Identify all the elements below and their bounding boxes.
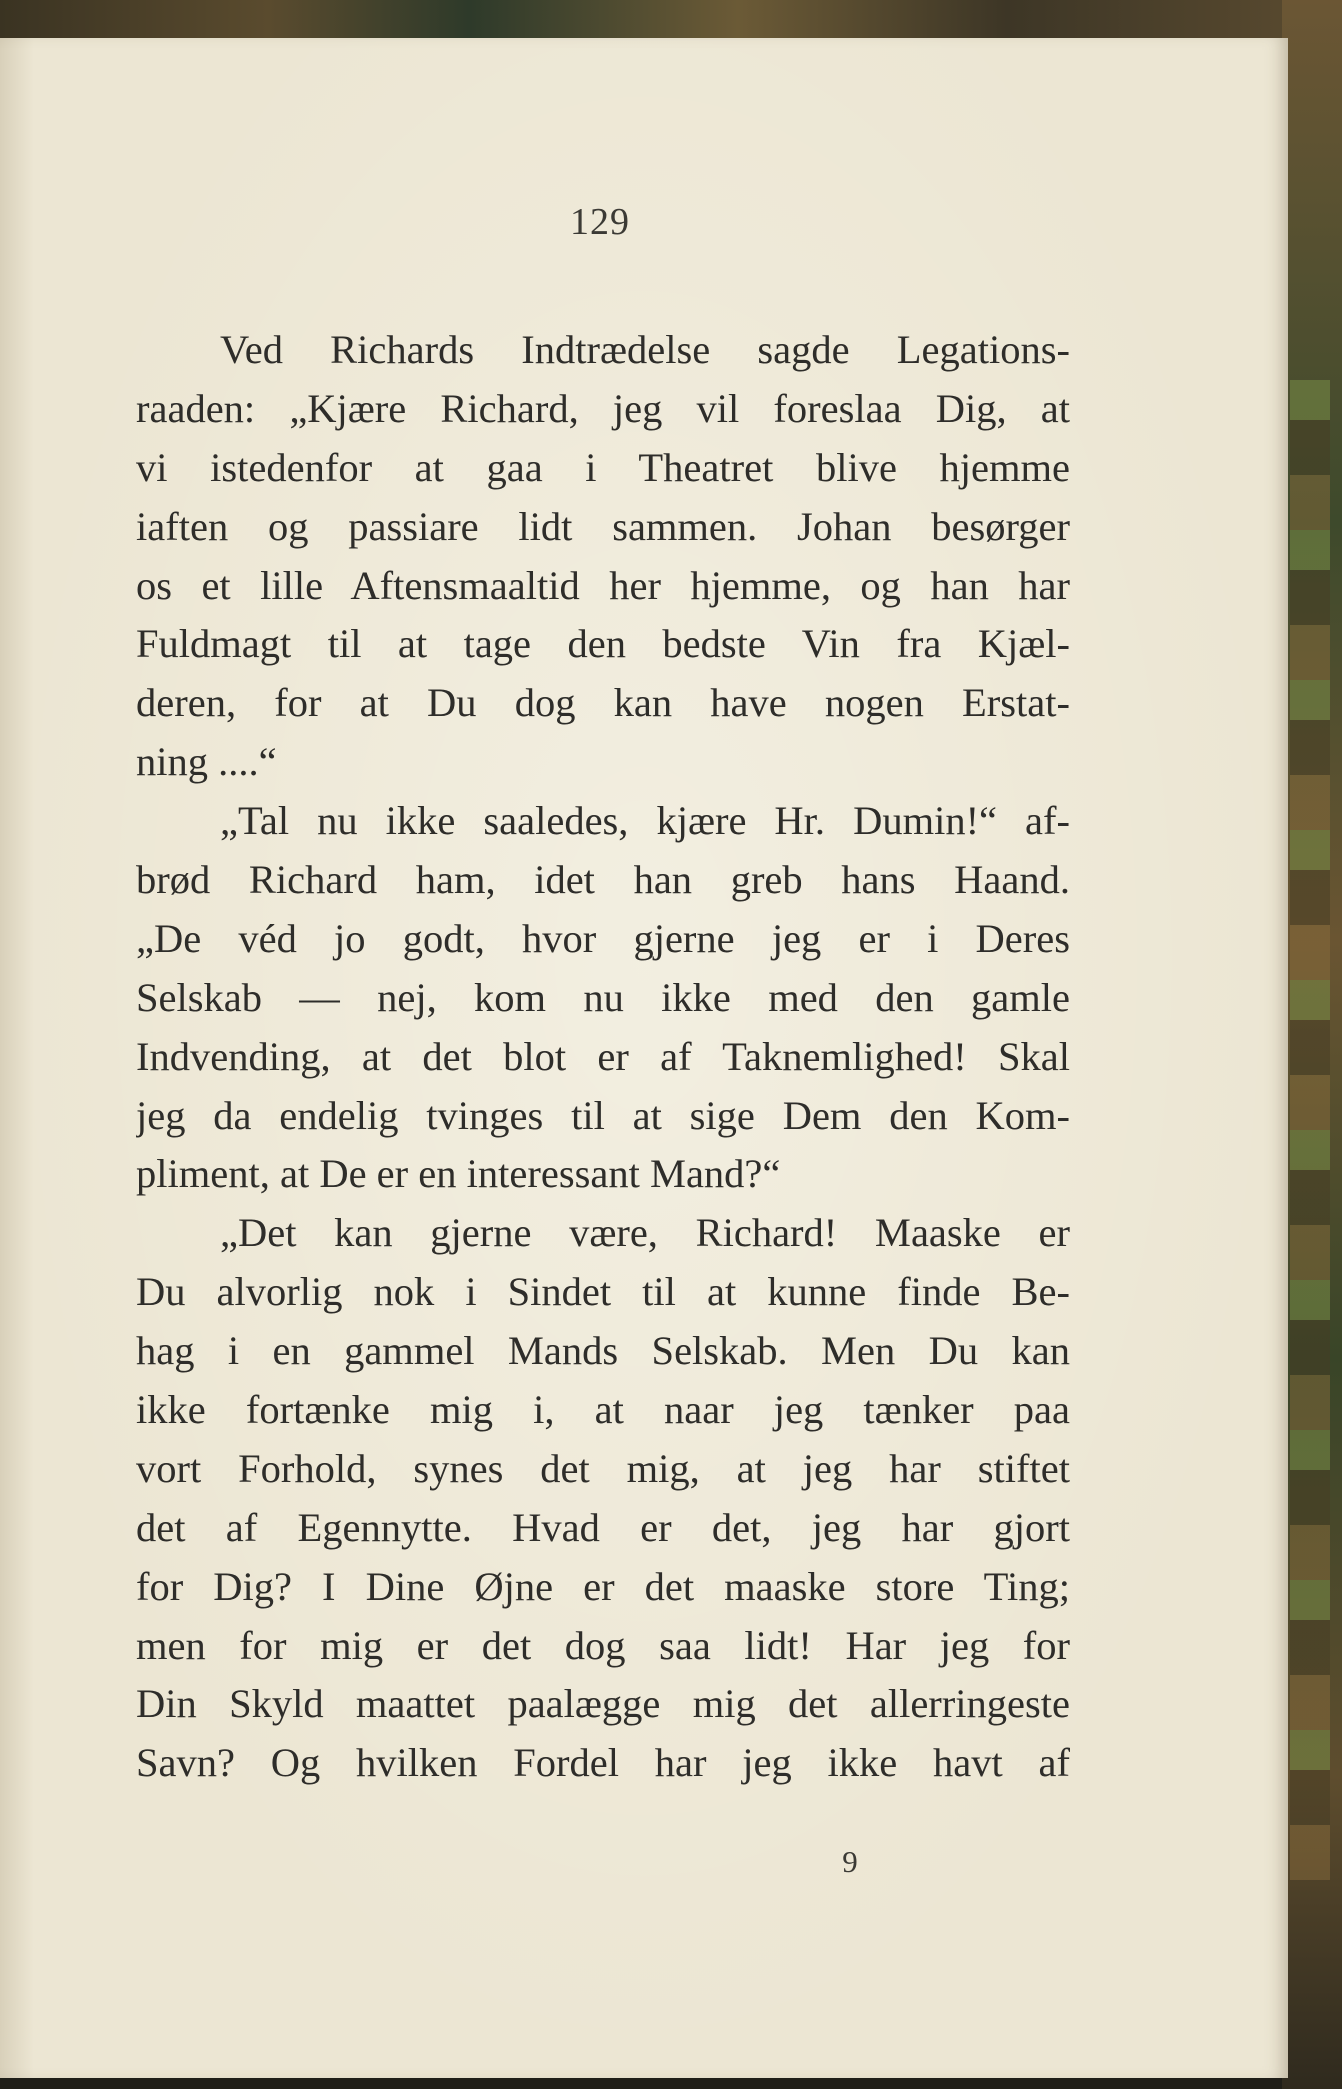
text-line: deren, for at Du dog kan have nogen Erstat- — [136, 680, 1070, 726]
text-line: „Det kan gjerne være, Richard! Maaske er — [220, 1210, 1070, 1256]
text-line: for Dig? I Dine Øjne er det maaske store Ting; — [136, 1563, 1070, 1609]
text-line: Du alvorlig nok i Sindet til at kunne finde Be- — [136, 1269, 1070, 1315]
text-line: vort Forhold, synes det mig, at jeg har stiftet — [136, 1445, 1070, 1491]
text-line: men for mig er det dog saa lidt! Har jeg for — [136, 1622, 1070, 1668]
text-line: hag i en gammel Mands Selskab. Men Du kan — [136, 1328, 1070, 1374]
text-line: pliment, at De er en interessant Mand?“ — [136, 1151, 781, 1197]
signature-mark: 9 — [842, 1844, 858, 1879]
text-line: Din Skyld maattet paalægge mig det allerringeste — [136, 1681, 1070, 1727]
text-line: „Tal nu ikke saaledes, kjære Hr. Dumin!“ af- — [220, 798, 1070, 844]
text-line: Indvending, at det blot er af Taknemlighed! Skal — [136, 1033, 1070, 1079]
paper-page — [0, 38, 1288, 2078]
body-text — [136, 321, 1070, 1793]
text-line: Savn? Og hvilken Fordel har jeg ikke havt af — [136, 1740, 1070, 1786]
text-line: jeg da endelig tvinges til at sige Dem den Kom- — [136, 1092, 1070, 1138]
text-line: raaden: „Kjære Richard, jeg vil foreslaa Dig, at — [136, 385, 1070, 431]
text-line: ikke fortænke mig i, at naar jeg tænker paa — [136, 1387, 1070, 1433]
text-line: vi istedenfor at gaa i Theatret blive hjemme — [136, 444, 1070, 490]
book-cover-edge — [1282, 0, 1342, 2089]
text-line: Ved Richards Indtrædelse sagde Legations- — [220, 327, 1070, 372]
text-line: iaften og passiare lidt sammen. Johan besørger — [136, 503, 1070, 549]
text-line: brød Richard ham, idet han greb hans Haand. — [136, 857, 1070, 903]
text-line: „De véd jo godt, hvor gjerne jeg er i Deres — [136, 915, 1070, 961]
page-number: 129 — [570, 201, 630, 243]
text-line: ning ....“ — [136, 739, 277, 785]
text-line: Fuldmagt til at tage den bedste Vin fra Kjæl- — [136, 621, 1070, 667]
text-line: det af Egennytte. Hvad er det, jeg har gjort — [136, 1504, 1070, 1550]
text-line: Selskab — nej, kom nu ikke med den gamle — [136, 974, 1070, 1020]
text-line: os et lille Aftensmaaltid her hjemme, og han har — [136, 562, 1070, 608]
